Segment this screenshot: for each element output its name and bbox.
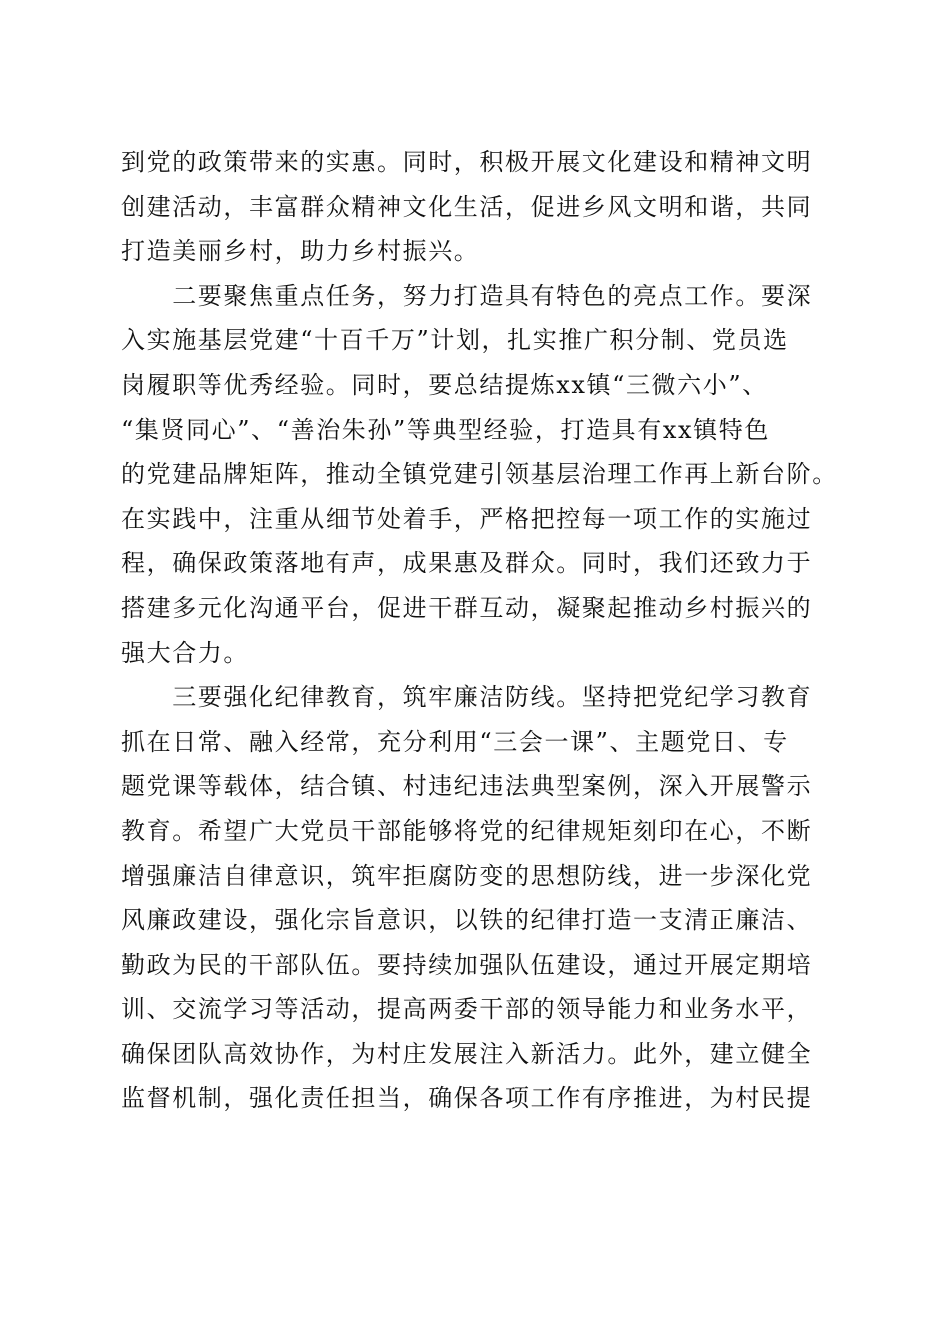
text-line: 创建活动，丰富群众精神文化生活，促进乡风文明和谐，共同	[121, 192, 813, 221]
text-line: 确保团队高效协作，为村庄发展注入新活力。此外，建立健全	[121, 1039, 813, 1068]
document-body	[121, 140, 838, 1121]
text-line: 搭建多元化沟通平台，促进干群互动，凝聚起推动乡村振兴的	[121, 593, 813, 622]
text-line: 二要聚焦重点任务，努力打造具有特色的亮点工作。要深	[121, 281, 813, 310]
text-line: 强大合力。	[121, 638, 249, 667]
text-line: 入实施基层党建“十百千万”计划，扎实推广积分制、党员选	[121, 326, 789, 355]
text-line: 勤政为民的干部队伍。要持续加强队伍建设，通过开展定期培	[121, 950, 813, 979]
text-line: 抓在日常、融入经常，充分利用“三会一课”、主题党日、专	[121, 727, 789, 756]
text-line: 岗履职等优秀经验。同时，要总结提炼xx镇“三微六小”、	[121, 370, 768, 399]
text-line: 题党课等载体，结合镇、村违纪违法典型案例，深入开展警示	[121, 772, 813, 801]
text-line: 到党的政策带来的实惠。同时，积极开展文化建设和精神文明	[121, 148, 813, 176]
text-line: 监督机制，强化责任担当，确保各项工作有序推进，为村民提	[121, 1084, 813, 1113]
text-line: 打造美丽乡村，助力乡村振兴。	[121, 237, 480, 266]
text-line: 风廉政建设，强化宗旨意识，以铁的纪律打造一支清正廉洁、	[121, 906, 813, 935]
text-line: 程，确保政策落地有声，成果惠及群众。同时，我们还致力于	[121, 549, 813, 578]
text-line: 训、交流学习等活动，提高两委干部的领导能力和业务水平，	[121, 995, 813, 1024]
text-line: 教育。希望广大党员干部能够将党的纪律规矩刻印在心，不断	[121, 816, 813, 845]
text-line: 增强廉洁自律意识，筑牢拒腐防变的思想防线，进一步深化党	[121, 861, 813, 890]
text-line: 的党建品牌矩阵，推动全镇党建引领基层治理工作再上新台阶。	[121, 460, 838, 489]
text-line: 三要强化纪律教育，筑牢廉洁防线。坚持把党纪学习教育	[121, 683, 813, 712]
text-line: 在实践中，注重从细节处着手，严格把控每一项工作的实施过	[121, 504, 813, 533]
text-line: “集贤同心”、“善治朱孙”等典型经验，打造具有xx镇特色	[121, 415, 770, 444]
